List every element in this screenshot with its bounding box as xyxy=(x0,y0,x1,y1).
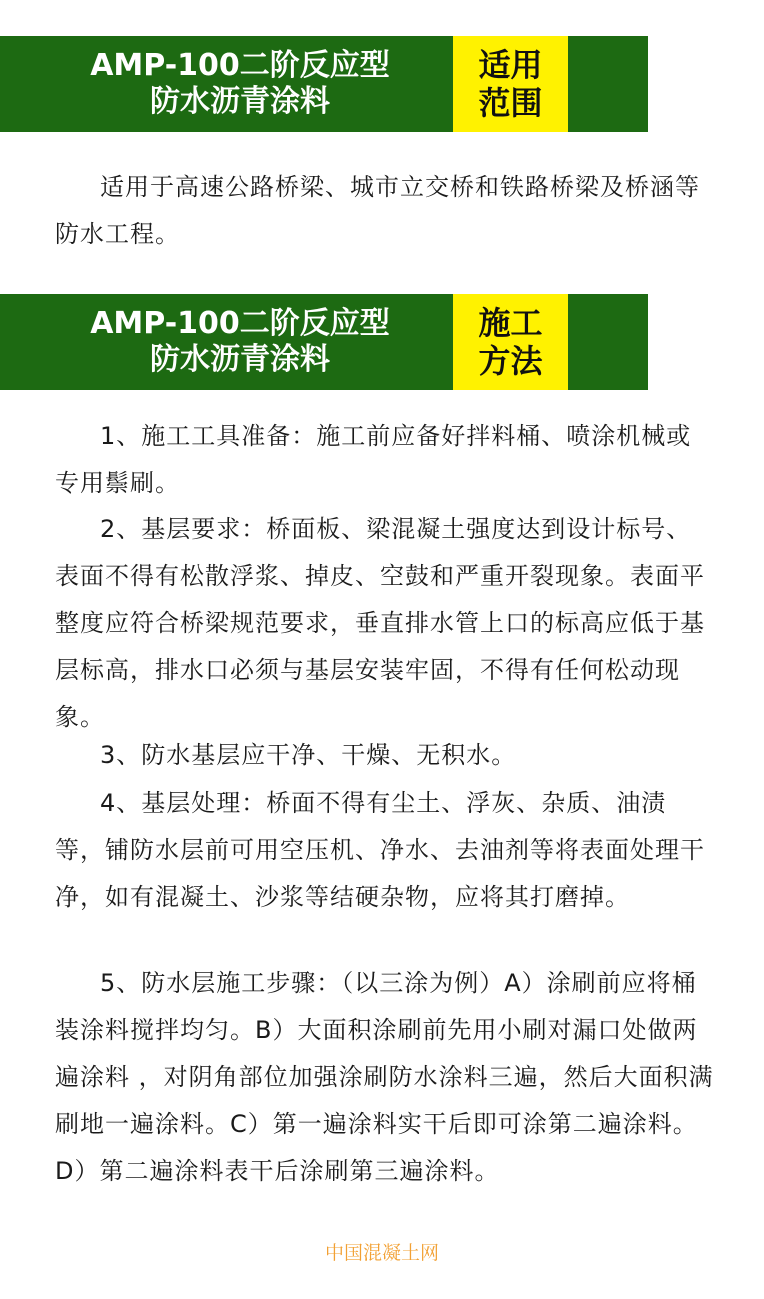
step-3-paragraph: 3、防水基层应干净、干燥、无积水。 xyxy=(100,741,517,769)
tag-line2: 方法 xyxy=(478,342,543,380)
banner-title-line2: 防水沥青涂料 xyxy=(150,342,330,377)
footer-watermark: 中国混凝土网 xyxy=(324,1242,439,1264)
method-banner-title xyxy=(30,306,450,378)
tag-line1: 施工 xyxy=(478,304,543,342)
step-1-paragraph: 1、施工工具准备：施工前应备好拌料桶、喷涂机械或专用鬃刷。 xyxy=(55,422,692,497)
tag-line1: 适用 xyxy=(478,46,543,84)
method-banner xyxy=(0,294,648,390)
banner-title-line1: AMP-100二阶反应型 xyxy=(90,306,390,341)
scope-paragraph: 适用于高速公路桥梁、城市立交桥和铁路桥梁及桥涵等防水工程。 xyxy=(55,173,700,248)
step-4-paragraph: 4、基层处理：桥面不得有尘土、浮灰、杂质、油渍等，铺防水层前可用空压机、净水、去油剂等将表面处理干净，如有混凝土、沙浆等结硬杂物，应将其打磨掉。 xyxy=(55,789,705,911)
method-tag xyxy=(453,294,568,390)
banner-title-line1: AMP-100二阶反应型 xyxy=(90,48,390,83)
step-2-paragraph: 2、基层要求：桥面板、梁混凝土强度达到设计标号、表面不得有松散浮浆、掉皮、空鼓和严重开裂现象。表面平整度应符合桥梁规范要求，垂直排水管上口的标高应低于基层标高，排水口必须与基层安装牢固，不得有任何松动现象。 xyxy=(55,515,705,731)
scope-tag xyxy=(453,36,568,132)
tag-line2: 范围 xyxy=(478,84,543,122)
scope-banner xyxy=(0,36,648,132)
banner-title-line2: 防水沥青涂料 xyxy=(150,84,330,119)
scope-banner-title xyxy=(30,48,450,120)
step-5-paragraph: 5、防水层施工步骤：（以三涂为例）A）涂刷前应将桶装涂料搅拌均匀。B）大面积涂刷前先用小刷对漏口处做两遍涂料 ，对阴角部位加强涂刷防水涂料三遍，然后大面积满刷地一遍涂料。C）第一遍涂料实干后即可涂第二遍涂料。D）第二遍涂料表干后涂刷第三遍涂料。 xyxy=(55,969,714,1185)
